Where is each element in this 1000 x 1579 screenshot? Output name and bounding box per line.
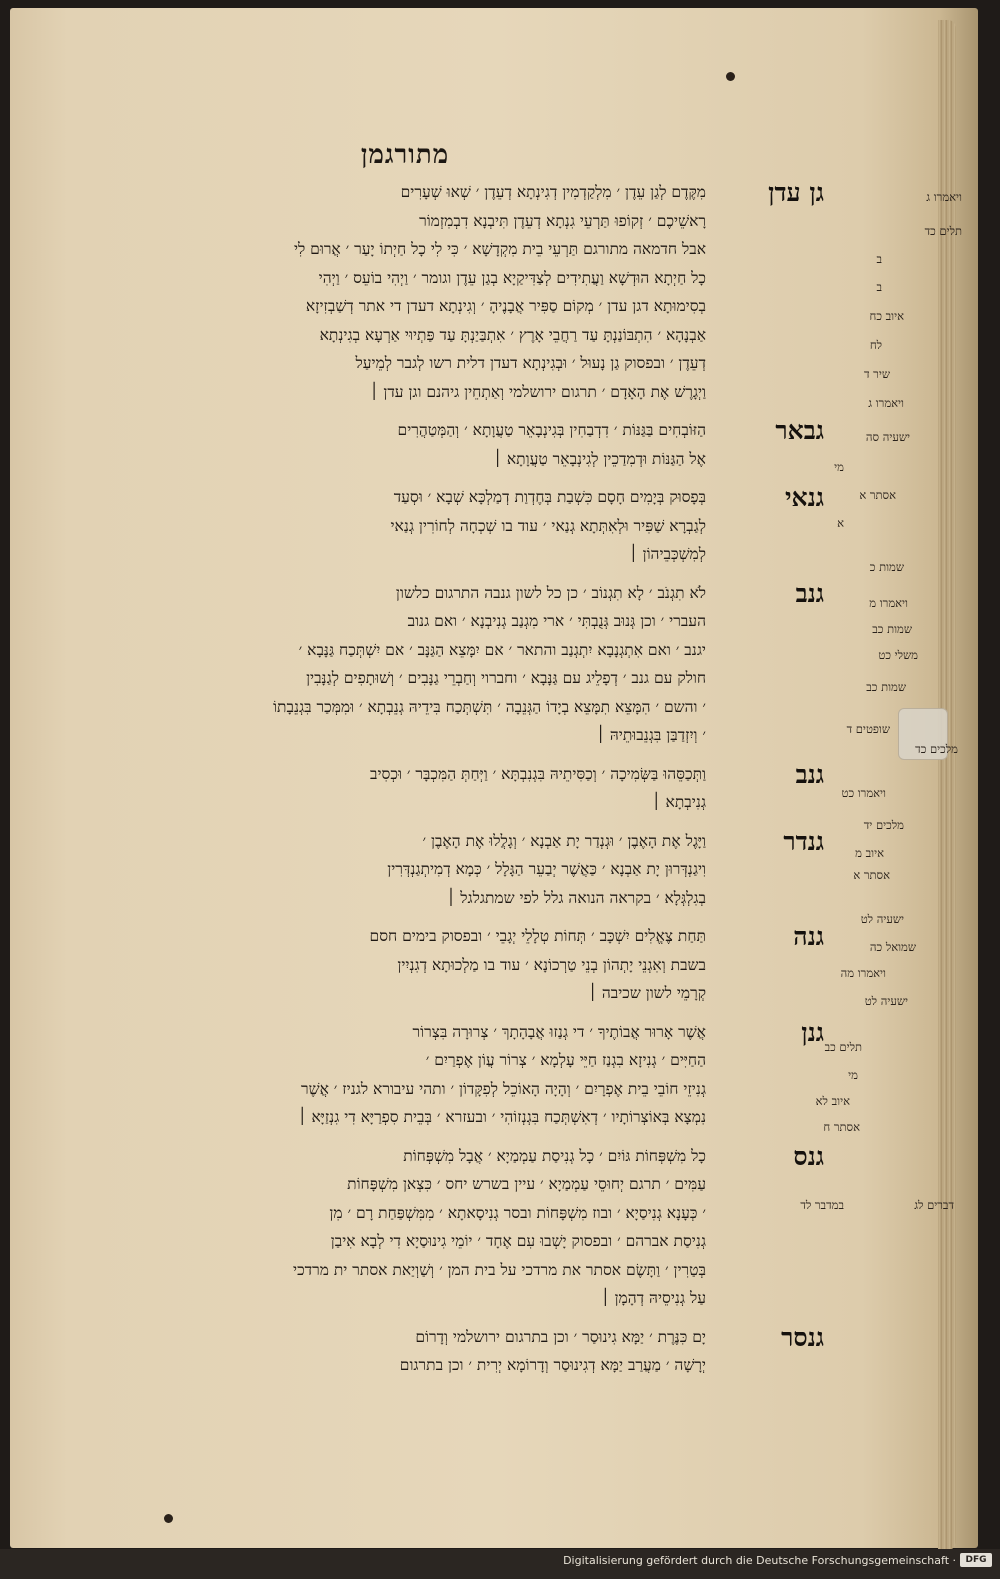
entry-line: בְּטַרִין ׳ וַתָּשֶׂם אסתר את מרדכי על בית המן ׳ וְשַׁוְיַאת אסתר ית מרדכי	[293, 1260, 706, 1279]
entry-line: וַתְּכַסֵּהוּ בַּשְּׂמִיכָה ׳ וְכַסִּיתֵיהּ בִּגְנִבְתָּא ׳ וַיְּחַתְּ הַמִּכְבָּר ׳ וּכְסִיב	[370, 764, 706, 783]
margin-reference: ישעיה סה	[865, 430, 910, 444]
margin-reference: ישעיה לט	[860, 912, 904, 926]
margin-reference: אסתר א	[859, 488, 896, 502]
margin-reference: מלכים כד	[915, 742, 958, 756]
entry-headword: גבאר	[775, 416, 824, 445]
margin-reference: במדבר לד	[800, 1198, 844, 1212]
entry-line: וַיְגָרֶשׁ אֶת הָאָדָם ׳ תרגום ירושלמי וְאַתְחֵין גיהנם וגן עדן ׀	[369, 382, 706, 401]
entry-line: הַחַיִּים ׳ גְנִיזָא בִגְנַז חַיֵּי עָלְמָא ׳ צְרוֹר עֲוֹן אֶפְרַיִם ׳	[425, 1051, 706, 1069]
entry-body	[64, 579, 706, 750]
entry-line: קְרָמֵי לשון שכיבה ׀	[588, 984, 706, 1002]
margin-reference: ויאמרו ג	[868, 396, 904, 410]
entry-body	[64, 760, 706, 817]
entry-headword: גנב	[795, 759, 824, 789]
entry-line: יגנב ׳ ואם אִתְגְנָבָא יִתְגְנַב והתאר ׳ אם יִמָּצֵא הַגַּנָּב ׳ אם יִשְׁתְּכַח גַּנָּבָא ׳	[298, 640, 706, 659]
margin-reference: ויאמרו מ	[869, 596, 908, 610]
margin-reference: תלים כב	[824, 1040, 862, 1054]
entry-headword: גנב	[795, 578, 824, 608]
entry-line: נִמְצָא בְּאוֹצְרוֹתָיו ׳ דְאִשְׁתְּכַח בִּגְנְזוֹהִי ׳ ובעזרא ׳ בְּבֵית סִפְרַיָּא דִי גִנְזַיָּא ׀	[297, 1108, 706, 1126]
entry-body	[64, 1323, 706, 1380]
dictionary-entry	[64, 1018, 824, 1132]
dictionary-entry	[64, 178, 824, 406]
entry-body	[64, 922, 706, 1008]
entry-headword: גנסר	[781, 1322, 824, 1352]
entry-line: בְּפָסוּק בְּיָמִים חָסָם כִּשְׁבַת בְּחֶדְוַת דְמַלְכָּא שְׁבָא ׳ וּסְעַד	[393, 488, 706, 506]
margin-reference: אסתר ח	[823, 1120, 860, 1134]
margin-reference: שמות כב	[866, 680, 906, 694]
entry-line: בְסִימוּתָא דגן עדן ׳ מְקוֹם סַפִּיר אֲבָנֶיהָ ׳ וְגִינְתָא דעדן די אתר דְשַׁבְזִיזָא	[305, 297, 706, 315]
footer-credit: Digitalisierung gefördert durch die Deutsche Forschungsgemeinschaft ·	[563, 1554, 956, 1567]
entry-line: אֲשֶׁר אָרוּר אֲבוֹתֶיךָ ׳ די גְנַזוּ אֲבָהָתָךְ ׳ צְרוּרָה בִּצְרוֹר	[412, 1022, 706, 1041]
margin-reference: איוב לא	[815, 1094, 850, 1108]
entry-headword: גנה	[793, 922, 824, 951]
dictionary-entry	[64, 1142, 824, 1313]
entry-line: רָאשֵׁיכֶם ׳ זְקוֹפוּ תַּרְעֵי גִנְתָא דְעֵדֶן תִּיבְנָא דִבְמִזְמוֹר	[419, 211, 706, 230]
margin-reference: ויאמרו מה	[840, 966, 886, 980]
entry-line: עַל גְנִיסֵיהּ דְהָמָן ׀	[600, 1289, 706, 1307]
entry-line: וִיגַנְדְּרוּן יָת אַבְנָא ׳ כַּאֲשֶׁר יְבַעֵר הַגָּלָל ׳ כְּמָא דְמִיתְגַנְדְּרִין	[387, 860, 706, 878]
entry-headword: גנס	[793, 1141, 824, 1171]
dictionary-entry	[64, 416, 824, 473]
margin-reference: שמות כב	[872, 622, 912, 636]
entry-line: גְנִיבְתָא ׀	[651, 793, 706, 811]
entry-line: כָל חַיְתָא הוּדְשָׁא וַעֲתִידִים לְצַדִּיקַיָא בְגַן עֵדֶן וגומר ׳ וַיְהִי בוֹעֵס ׳ וַיְהִי	[318, 268, 706, 287]
entry-line: בשבת וְאִגְנֵי יָתְהוֹן בְנֵי טַרְכוֹנָא ׳ עוד בו מַלְכוּתָא דְגִנְיִין	[397, 955, 706, 974]
dictionary-entry	[64, 922, 824, 1008]
entry-line: אבל חדמאה מתורגם תַּרְעֵי בֵית מִקְדָשָׁא ׳ כִּי לִי כָל חַיְתוֹ יָעַר ׳ אֲרוּם לִי	[293, 240, 706, 258]
entry-line: ׳ והשם ׳ הִמָּצֵא תִמָּצֵא בְיָדוֹ הַגְּנֵבָה ׳ תִּשְׁתְּכַח בִּידֵיהּ גְנֵבְתָא ׳ וּמִמְּכַר בִּגְנֵבָתוֹ	[273, 697, 706, 716]
margin-reference: שיר ד	[864, 367, 890, 381]
ink-spot	[726, 72, 735, 81]
margin-reference: מי	[848, 1068, 858, 1082]
dictionary-entry	[64, 760, 824, 817]
dictionary-entry	[64, 827, 824, 913]
entry-body	[64, 416, 706, 473]
margin-reference: ב	[876, 280, 882, 294]
margin-reference: לח	[869, 338, 882, 352]
entry-headword: גנן	[801, 1017, 824, 1047]
entry-body	[64, 178, 706, 406]
margin-reference: ויאמרו ג	[926, 190, 962, 204]
entry-line: העברי ׳ וכן גְּנוּב גְּנֻבְתִּי ׳ ארי מִגְנַב גְנִיבְנָא ׳ ואם גנוב	[407, 612, 706, 630]
entry-line: אַבְנָהָא ׳ הִתְבּוֹנַנְתָּ עַד רַחֲבֵי אָרֶץ ׳ אִתְבַּיַנְתָּ עַד פַּתְיוּי אַרְעָא בְגִינְתָא	[319, 325, 706, 344]
entry-line: דְעֵדֶן ׳ ובפסוק גַן נָעוּל ׳ וּבְגִינְתָא דעדן דלית רשו לְגבר לְמֵיעַל	[355, 354, 706, 372]
entry-line: כָל מִשְׁפְּחוֹת גּוֹיִם ׳ כָל גְנִיסַת עַמְמַיָא ׳ אֲבָל מִשְׁפְּחוֹת	[403, 1146, 706, 1165]
entry-line: גְנִיזֵי חוֹבֵי בֵית אֶפְרָיִם ׳ וְהָיָה הָאוֹכֵל לְפִקָּדוֹן ׳ ותהי עיבורא לגניז ׳ אֲשֶׁר	[300, 1079, 706, 1098]
entry-line: הַזּוֹבְחִים בַּגַּנּוֹת ׳ דִדְבַחִין בְּגִינְבָאֵר טַעֲוָתָא ׳ וְהַמְּטַהֲרִים	[397, 421, 706, 439]
dictionary-entry	[64, 1323, 824, 1380]
margin-reference: דברים לג	[914, 1198, 954, 1212]
margin-reference: תלים כד	[924, 224, 962, 238]
margin-reference: מלכים יד	[863, 818, 904, 832]
running-head: מתורגמן	[360, 140, 450, 170]
margin-reference: משלי כט	[878, 648, 918, 662]
margin-reference: ב	[876, 252, 882, 266]
entry-line: יָם כִּנֶּרֶת ׳ יַמָּא גִינוּסַר ׳ וכן בתרגום ירושלמי וְדָרוֹם	[415, 1327, 706, 1346]
entry-line: עַמִּים ׳ תרגם יְחוּסֵי עַמְמַיָא ׳ עיין בשרש יחס ׳ כִּצְאן מִשְׁפָּחוֹת	[347, 1175, 706, 1193]
entry-line: ׳ כְּעָנָא גְנִיסַיָא ׳ ובוז מִשְׁפָּחוֹת ובסר גְנִיסָאתָא ׳ מִמִּשְׁפַּחַת רָם ׳ מִן	[329, 1203, 706, 1222]
entry-headword: גנדר	[783, 826, 824, 856]
entry-line: ׳ וְיִזְדַבַּן בִּגְנֵבוּתֵיהּ ׀	[596, 726, 706, 744]
dictionary-entry	[64, 483, 824, 569]
entry-line: תַּחַת צֶאֱלִים יִשְׁכָּב ׳ תְּחוֹת טְלָלֵי יְגָבֵי ׳ ובפסוק בימים חסם	[369, 927, 706, 945]
margin-reference: שמות כ	[869, 560, 904, 574]
margin-reference: איוב מ	[855, 846, 884, 860]
entry-headword: גן עדן	[768, 178, 824, 207]
entry-body	[64, 1142, 706, 1313]
margin-reference: אסתר א	[853, 868, 890, 882]
entry-line: מִקֶּדֶם לְגַן עֵדֶן ׳ מִלְקַדְמִין דְגִינְתָא דְעֵדֶן ׳ שְׁאוּ שְׁעָרִים	[400, 183, 706, 201]
entry-line: חולק עם גנב ׳ דְפָלֵיג עם גַּנָּבָא ׳ וחברוי וְחַבְרֵי גַנָּבִים ׳ וְשׁוּתָפִים לְגַנָּבִין	[306, 669, 706, 687]
entry-line: גְנִיסַת אברהם ׳ ובפסוק יָשְׁבוּ עִם אֶחָד ׳ יוֹמֵי גִינוּסַיָא דִי לְבָא אִיבַן	[330, 1232, 706, 1250]
margin-reference: ישעיה לט	[864, 994, 908, 1008]
entry-body	[64, 483, 706, 569]
entry-headword: גנאי	[785, 483, 824, 512]
entry-line: לְמִשְׁכְּבֵיהוֹן ׀	[628, 545, 706, 563]
entries-column	[64, 178, 824, 1390]
margin-reference: א	[837, 516, 844, 530]
entry-line: יְרָשָׁה ׳ מַעֲרַב יַמָּא דְגִינוּסַר וְדָרוֹמָא יְרִית ׳ וכן בתרגום	[399, 1356, 706, 1374]
dictionary-entry	[64, 579, 824, 750]
dfg-logo: DFG	[960, 1553, 992, 1567]
margin-reference: שופטים ד	[846, 722, 890, 736]
margin-reference: שמואל כה	[869, 940, 916, 954]
entry-line: לֹא תִגְנֹב ׳ לָא תִגְנוֹב ׳ כן כל לשון גנבה התרגום כלשון	[395, 583, 706, 602]
entry-body	[64, 827, 706, 913]
entry-line: לְגַבְרָא שַׁפִּיר וּלְאִתְּתָא גְנַאי ׳ עוד בו שְׁכְחָה לְחוֹרִין גְנַאי	[390, 516, 706, 535]
margin-reference: איוב כח	[869, 309, 904, 323]
margin-reference: מי	[834, 460, 844, 474]
entry-line: וַיָּגֶל אֶת הָאֶבֶן ׳ וּגְנְדַר יָת אַבְנָא ׳ וְגָלֲלוּ אֶת הָאֶבֶן ׳	[422, 831, 706, 850]
entry-line: אֶל הַגַּנּוֹת וּדְמִדַכֵין לְגִינְבָאֵר טַעֲוָתָא ׀	[493, 449, 706, 468]
ink-spot	[164, 1514, 173, 1523]
margin-reference: ויאמרו כט	[841, 786, 886, 800]
entry-line: בְגִלְגְּלָא ׳ בקראה הנואה גלל לפי שמתגלגל ׀	[446, 888, 706, 907]
entry-body	[64, 1018, 706, 1132]
